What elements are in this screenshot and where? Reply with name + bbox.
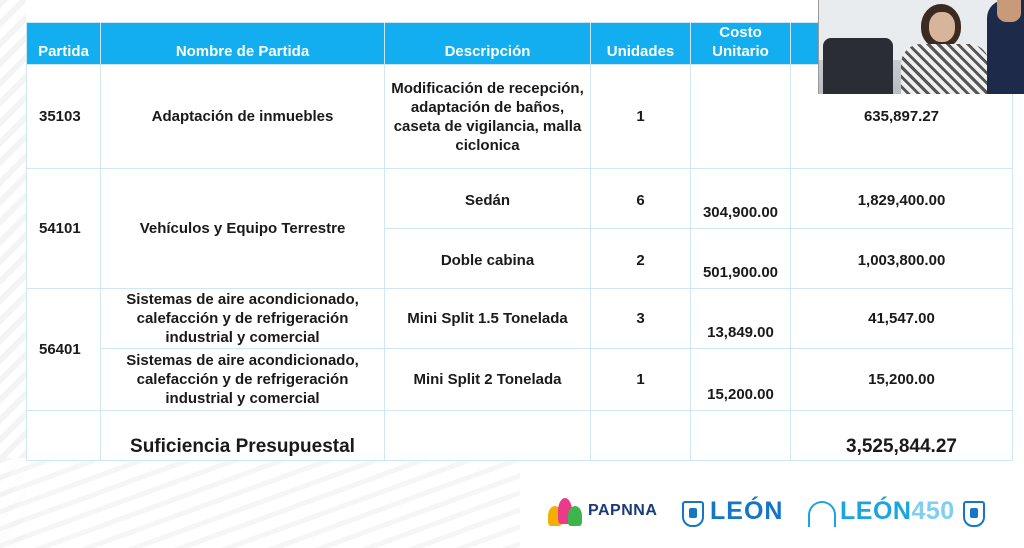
table-row (27, 169, 1013, 229)
cell-unidades: 1 (591, 65, 691, 169)
header-costo-unitario (691, 23, 791, 65)
leon450-subtitle-graphic (840, 524, 955, 530)
header-descripcion: Descripción (385, 23, 591, 65)
cell-importe: 635,897.27 (791, 65, 1013, 169)
leon450-logo (808, 498, 985, 530)
leon450-arch-icon (808, 501, 836, 527)
leon450-name (840, 498, 955, 524)
cell-importe: 41,547.00 (791, 289, 1013, 349)
cell-nombre: Sistemas de aire acondicionado, calefacción y de refrigeración industrial y comercial (101, 289, 385, 349)
cell-descripcion: Mini Split 1.5 Tonelada (385, 289, 591, 349)
cell-descripcion: Doble cabina (385, 229, 591, 289)
leon-shield-icon (963, 501, 985, 527)
cell-empty (385, 411, 591, 461)
papnna-subtitle-graphic (588, 520, 664, 525)
cell-costo: 13,849.00 (691, 289, 791, 349)
table-row (27, 349, 1013, 411)
cell-empty (591, 411, 691, 461)
video-participant-body (901, 44, 989, 94)
video-second-participant-face (997, 0, 1021, 22)
header-costo-line1: Costo (719, 24, 762, 41)
cell-unidades: 3 (591, 289, 691, 349)
papnna-logo-icon (548, 496, 582, 530)
video-participant-face (929, 12, 955, 42)
leon-subtitle-graphic (710, 524, 783, 530)
footer-logos (0, 490, 1024, 548)
cell-partida: 56401 (27, 289, 101, 411)
total-row (27, 411, 1013, 461)
cell-nombre: Sistemas de aire acondicionado, calefacción y de refrigeración industrial y comercial (101, 349, 385, 411)
cell-importe: 1,003,800.00 (791, 229, 1013, 289)
cell-descripcion: Sedán (385, 169, 591, 229)
papnna-name: PAPNNA (588, 501, 658, 519)
cell-unidades: 1 (591, 349, 691, 411)
cell-nombre: Vehículos y Equipo Terrestre (101, 169, 385, 289)
cell-costo: 304,900.00 (691, 169, 791, 229)
table-row (27, 289, 1013, 349)
cell-costo: 15,200.00 (691, 349, 791, 411)
cell-unidades: 2 (591, 229, 691, 289)
leon-name: LEÓN (710, 497, 784, 525)
papnna-logo (548, 496, 664, 530)
leon-shield-icon (682, 501, 704, 527)
cell-importe: 15,200.00 (791, 349, 1013, 411)
total-amount: 3,525,844.27 (791, 411, 1013, 461)
cell-empty (27, 411, 101, 461)
header-partida: Partida (27, 23, 101, 65)
cell-descripcion: Mini Split 2 Tonelada (385, 349, 591, 411)
cell-empty (691, 411, 791, 461)
header-costo-line2: Unitario (712, 43, 769, 60)
cell-importe: 1,829,400.00 (791, 169, 1013, 229)
total-label: Suficiencia Presupuestal (101, 411, 385, 461)
leon-logo (682, 498, 783, 530)
cell-partida: 54101 (27, 169, 101, 289)
leon450-name-text: LEÓN (840, 497, 912, 525)
video-chair (823, 38, 893, 94)
leon450-name-number: 450 (911, 497, 955, 525)
header-nombre: Nombre de Partida (101, 23, 385, 65)
cell-partida: 35103 (27, 65, 101, 169)
cell-unidades: 6 (591, 169, 691, 229)
cell-costo (691, 65, 791, 169)
cell-costo: 501,900.00 (691, 229, 791, 289)
header-unidades: Unidades (591, 23, 691, 65)
cell-descripcion: Modificación de recepción, adaptación de baños, caseta de vigilancia, malla ciclonica (385, 65, 591, 169)
cell-nombre: Adaptación de inmuebles (101, 65, 385, 169)
participant-video-thumbnail[interactable] (818, 0, 1024, 94)
